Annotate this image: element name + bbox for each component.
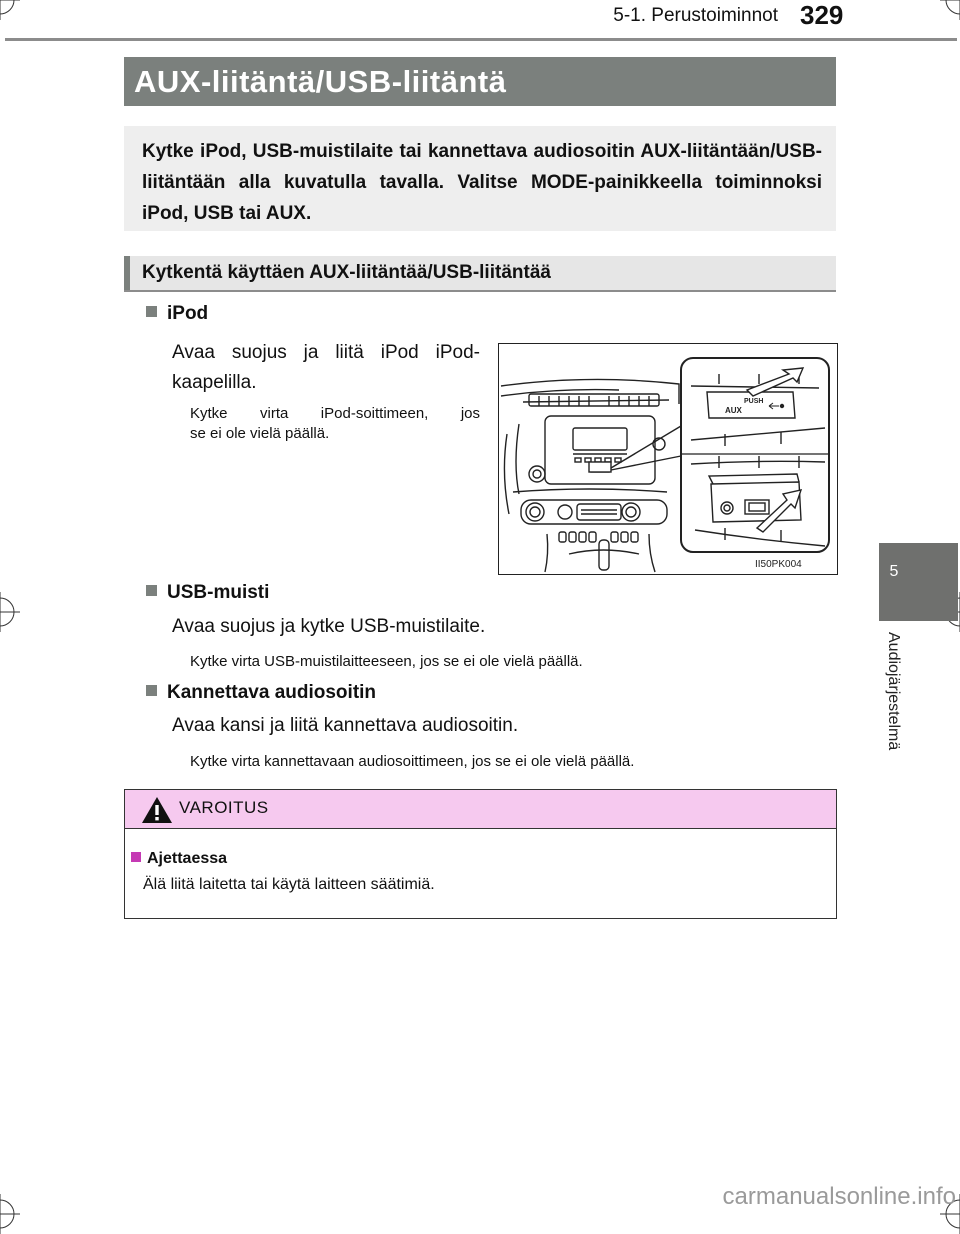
registration-mark-top-left [0,0,20,20]
header-rule [5,38,957,41]
section-text-ipod-line1: Avaa suojus ja liitä iPod iPod- [172,342,480,363]
section-heading-usb: USB-muisti [146,580,269,606]
section-note-ipod-line1: Kytke virta iPod-soittimeen, jos [190,405,480,422]
aux-usb-illustration [498,343,838,575]
subheading-bar [124,256,836,292]
page-title: AUX-liitäntä/USB-liitäntä [134,64,507,99]
section-note-usb: Kytke virta USB-muistilaitteeseen, jos se ei ole vielä päällä. [190,653,583,670]
section-text-ipod [172,338,480,398]
warning-header [125,790,836,829]
section-note-portable-audio: Kytke virta kannettavaan audiosoittimeen, jos se ei ole vielä päällä. [190,753,635,770]
illustration-code: II50PK004 [755,559,802,570]
subheading-accent [124,256,130,290]
page-title-bar [124,57,836,106]
section-text-ipod-line2: kaapelilla. [172,372,257,393]
section-heading-portable-audio: Kannettava audiosoitin [146,680,376,706]
section-text-portable-audio: Avaa kansi ja liitä kannettava audiosoitin. [172,715,519,736]
page-number: 329 [800,0,844,30]
chapter-tab [879,543,958,621]
chapter-number: 5 [889,563,899,580]
warning-triangle-icon [141,796,173,824]
registration-mark-top-right [940,0,960,20]
aux-label: AUX [725,406,742,415]
section-heading-ipod: iPod [146,301,208,327]
section-note-ipod-line2: se ei ole vielä päällä. [190,425,330,442]
header-section-title: 5-1. Perustoiminnot [613,5,778,26]
section-note-ipod [190,404,480,444]
intro-text: Kytke iPod, USB-muistilaite tai kannettava audiosoitin AUX-liitäntään/USB-liitäntään alla kuvatulla tavalla. Valitse MODE-painikkeella toiminnoksi iPod, USB tai AUX. [142,141,822,224]
push-label: PUSH [744,398,764,405]
chapter-label-container [880,632,906,782]
watermark: carmanualsonline.info [722,1183,956,1210]
section-text-usb: Avaa suojus ja kytke USB-muistilaite. [172,616,486,637]
warning-text: Älä liitä laitetta tai käytä laitteen säätimiä. [143,876,435,893]
dashboard-drawing [499,344,837,574]
chapter-label: Audiojärjestelmä [885,632,902,751]
warning-title: VAROITUS [179,798,269,817]
warning-box [124,789,837,919]
subheading: Kytkentä käyttäen AUX-liitäntää/USB-liitäntää [142,262,551,283]
warning-subheading: Ajettaessa [131,848,227,870]
square-bullet-icon [146,685,157,696]
square-bullet-icon [146,306,157,317]
intro-box [124,126,836,231]
registration-mark-left-middle [0,592,20,632]
square-bullet-icon [146,585,157,596]
registration-mark-bottom-left [0,1194,20,1234]
square-bullet-icon [131,852,141,862]
